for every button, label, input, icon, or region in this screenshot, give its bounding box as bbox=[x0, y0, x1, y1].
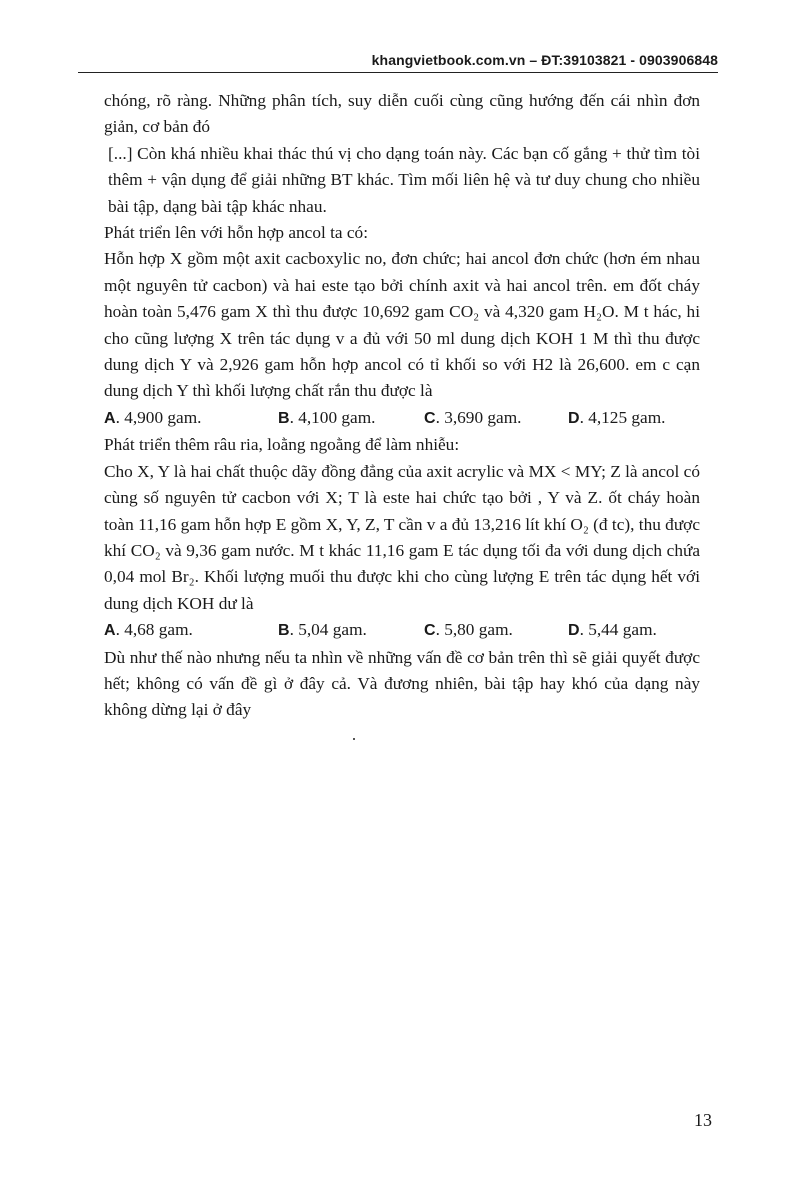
problem-1-option-c bbox=[424, 405, 568, 432]
problem-1-option-b bbox=[278, 405, 424, 432]
page-content bbox=[104, 88, 700, 724]
option-letter: A bbox=[104, 409, 116, 427]
header-rule bbox=[78, 72, 718, 73]
page-number: 13 bbox=[694, 1110, 712, 1130]
problem-2-text: Cho X, Y là hai chất thuộc dãy đồng đẳng của axit acrylic và MX < MY; Z là ancol có cùng số nguyên tử cacbon với X; T là este hai chức tạo bởi , Y và Z. ốt cháy hoàn toàn 11,16 gam hỗn hợp E gồm X, Y, Z, T cần v a đủ 13,216 lít khí O₂ (đ tc), thu được khí CO₂ và 9,36 gam nước. M t khác 11,16 gam E tác dụng tối đa với dung dịch chứa 0,04 mol Br₂. Khối lượng muối thu được khi cho cùng lượng E trên tác dụng hết với dung dịch KOH dư là bbox=[104, 461, 700, 613]
option-letter: C bbox=[424, 409, 436, 427]
option-letter: C bbox=[424, 622, 436, 640]
paragraph-note: [...] Còn khá nhiều khai thác thú vị cho dạng toán này. Các bạn cố gắng + thử tìm tòi thêm + vận dụng để giải những BT khác. Tìm mối liên hệ và tư duy chung cho nhiều bài tập, dạng bài tập khác nhau. bbox=[108, 143, 700, 216]
option-text: . 5,80 gam. bbox=[435, 620, 513, 640]
option-text: . 4,100 gam. bbox=[289, 407, 376, 427]
page-header: khangvietbook.com.vn – ĐT:39103821 - 0903906848 bbox=[371, 52, 718, 68]
problem-1-options bbox=[104, 405, 700, 432]
option-letter: D bbox=[568, 622, 580, 640]
problem-1-text: Hỗn hợp X gồm một axit cacboxylic no, đơn chức; hai ancol đơn chức (hơn ém nhau một nguyên tử cacbon) và hai este tạo bởi chính axit và hai ancol trên. em đốt cháy hoàn toàn 5,476 gam X thì thu được 10,692 gam CO₂ và 4,320 gam H₂O. M t hác, hi cho cũng lượng X trên tác dụng v a đủ với 50 ml dung dịch KOH 1 M thì thu được dung dịch Y và 2,926 gam hỗn hợp ancol có tỉ khối so với H2 là 26,600. em c cạn dung dịch Y thì khối lượng chất rắn thu được là bbox=[104, 249, 700, 401]
option-text: . 5,44 gam. bbox=[579, 620, 657, 640]
paragraph-heading-ancol: Phát triển lên với hỗn hợp ancol ta có: bbox=[104, 223, 368, 243]
problem-2-options bbox=[104, 617, 700, 644]
problem-2-option-d bbox=[568, 617, 698, 644]
problem-1-option-d bbox=[568, 405, 698, 432]
paragraph-heading-noise: Phát triển thêm râu ria, loằng ngoằng để làm nhiễu: bbox=[104, 435, 460, 455]
option-text: . 4,900 gam. bbox=[115, 407, 202, 427]
problem-2-option-b bbox=[278, 617, 424, 644]
option-letter: B bbox=[278, 622, 290, 640]
paragraph-intro: chóng, rõ ràng. Những phân tích, suy diễn cuối cùng cũng hướng đến cái nhìn đơn giản, cơ bản đó bbox=[104, 91, 700, 137]
option-text: . 3,690 gam. bbox=[435, 407, 522, 427]
option-letter: A bbox=[104, 622, 116, 640]
option-letter: B bbox=[278, 409, 290, 427]
problem-2-option-c bbox=[424, 617, 568, 644]
option-letter: D bbox=[568, 409, 580, 427]
problem-1-option-a bbox=[104, 405, 278, 432]
option-text: . 5,04 gam. bbox=[289, 620, 367, 640]
option-text: . 4,125 gam. bbox=[579, 407, 666, 427]
problem-2-option-a bbox=[104, 617, 278, 644]
print-speck bbox=[353, 738, 355, 740]
paragraph-conclusion: Dù như thế nào nhưng nếu ta nhìn về những vấn đề cơ bản trên thì sẽ giải quyết được hết; không có vấn đề gì ở đây cả. Và đương nhiên, bài tập hay khó của dạng này không dừng lại ở đây bbox=[104, 647, 700, 720]
option-text: . 4,68 gam. bbox=[115, 620, 193, 640]
